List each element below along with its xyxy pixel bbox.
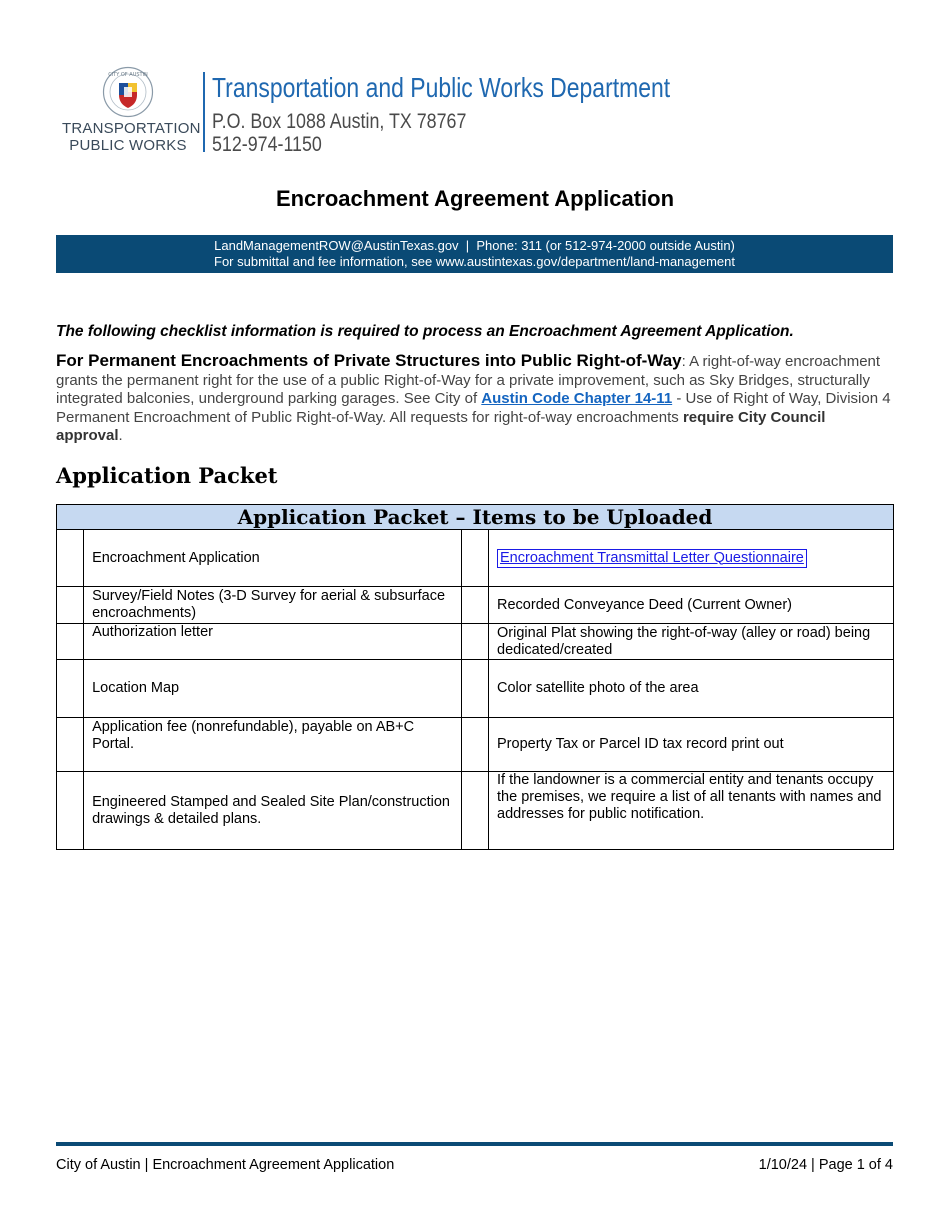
- item-left: Survey/Field Notes (3-D Survey for aerial & subsurface encroachments): [84, 587, 462, 624]
- checkbox-cell[interactable]: [57, 718, 84, 772]
- table-row: [57, 624, 894, 660]
- svg-text:CITY OF AUSTIN: CITY OF AUSTIN: [108, 72, 148, 78]
- checkbox-cell[interactable]: [57, 624, 84, 660]
- permanent-lead: For Permanent Encroachments of Private Structures into Public Right-of-Way: [56, 351, 682, 370]
- logo-line-1: TRANSPORTATION: [62, 120, 201, 137]
- permanent-body-3: .: [118, 427, 123, 444]
- permanent-encroachment-paragraph: [56, 352, 893, 446]
- council-approval-emphasis: require City Council approval: [56, 408, 826, 444]
- letterhead-divider: [203, 72, 205, 152]
- item-left: Engineered Stamped and Sealed Site Plan/construction drawings & detailed plans.: [84, 772, 462, 850]
- item-right: [489, 530, 894, 587]
- footer-document-name: City of Austin | Encroachment Agreement Application: [56, 1157, 395, 1173]
- questionnaire-link[interactable]: Encroachment Transmittal Letter Questionnaire: [497, 549, 807, 568]
- checkbox-cell[interactable]: [57, 587, 84, 624]
- document-title: Encroachment Agreement Application: [275, 186, 675, 211]
- checkbox-cell[interactable]: [57, 660, 84, 718]
- item-left: Authorization letter: [84, 624, 462, 660]
- contact-line-2: For submittal and fee information, see www.austintexas.gov/department/land-management: [214, 254, 735, 269]
- logo-wordmark: [62, 120, 201, 154]
- checkbox-cell[interactable]: [461, 660, 488, 718]
- item-right: Recorded Conveyance Deed (Current Owner): [489, 587, 894, 624]
- logo-line-2: PUBLIC WORKS: [69, 137, 187, 154]
- table-row: [57, 660, 894, 718]
- checkbox-cell[interactable]: [57, 530, 84, 587]
- application-packet-table: [56, 504, 894, 850]
- table-row: [57, 587, 894, 624]
- footer-page-number: 1/10/24 | Page 1 of 4: [758, 1157, 893, 1173]
- section-heading: Application Packet: [56, 463, 278, 488]
- item-right: Property Tax or Parcel ID tax record print out: [489, 718, 894, 772]
- footer-rule: [56, 1142, 893, 1146]
- checkbox-cell[interactable]: [461, 587, 488, 624]
- item-left: Application fee (nonrefundable), payable on AB+C Portal.: [84, 718, 462, 772]
- item-right: If the landowner is a commercial entity and tenants occupy the premises, we require a list of all tenants with names and addresses for public notification.: [489, 772, 894, 850]
- checklist-note: The following checklist information is required to process an Encroachment Agreement Application.: [56, 323, 794, 340]
- department-phone: 512-974-1150: [212, 133, 322, 156]
- checkbox-cell[interactable]: [461, 718, 488, 772]
- department-address: P.O. Box 1088 Austin, TX 78767: [212, 110, 467, 133]
- item-right: Original Plat showing the right-of-way (alley or road) being dedicated/created: [489, 624, 894, 660]
- item-right: Color satellite photo of the area: [489, 660, 894, 718]
- item-left: Encroachment Application: [84, 530, 462, 587]
- item-left: Location Map: [84, 660, 462, 718]
- table-header: Application Packet – Items to be Uploaded: [57, 505, 894, 530]
- checkbox-cell[interactable]: [461, 530, 488, 587]
- permanent-body-1: : A right-of-way encroachment grants the permanent right for the use of a public Right-of-Way for a private improvement, such as Sky Bridges, structurally integrated balconies, underground parking garages. See City of: [56, 353, 881, 407]
- table-row: [57, 772, 894, 850]
- department-contact: [212, 110, 466, 156]
- contact-line-1: LandManagementROW@AustinTexas.gov | Phone: 311 (or 512-974-2000 outside Austin): [214, 238, 735, 253]
- table-row: [57, 718, 894, 772]
- checkbox-cell[interactable]: [461, 624, 488, 660]
- table-row: [57, 530, 894, 587]
- checkbox-cell[interactable]: [461, 772, 488, 850]
- department-name: Transportation and Public Works Department: [212, 72, 671, 103]
- austin-code-link[interactable]: Austin Code Chapter 14-11: [481, 390, 673, 407]
- permanent-body-2: - Use of Right of Way, Division 4 Permanent Encroachment of Public Right-of-Way. All requests for right-of-way encroachments: [56, 390, 891, 426]
- contact-banner: [56, 235, 893, 273]
- city-seal-logo: [102, 66, 154, 118]
- checkbox-cell[interactable]: [57, 772, 84, 850]
